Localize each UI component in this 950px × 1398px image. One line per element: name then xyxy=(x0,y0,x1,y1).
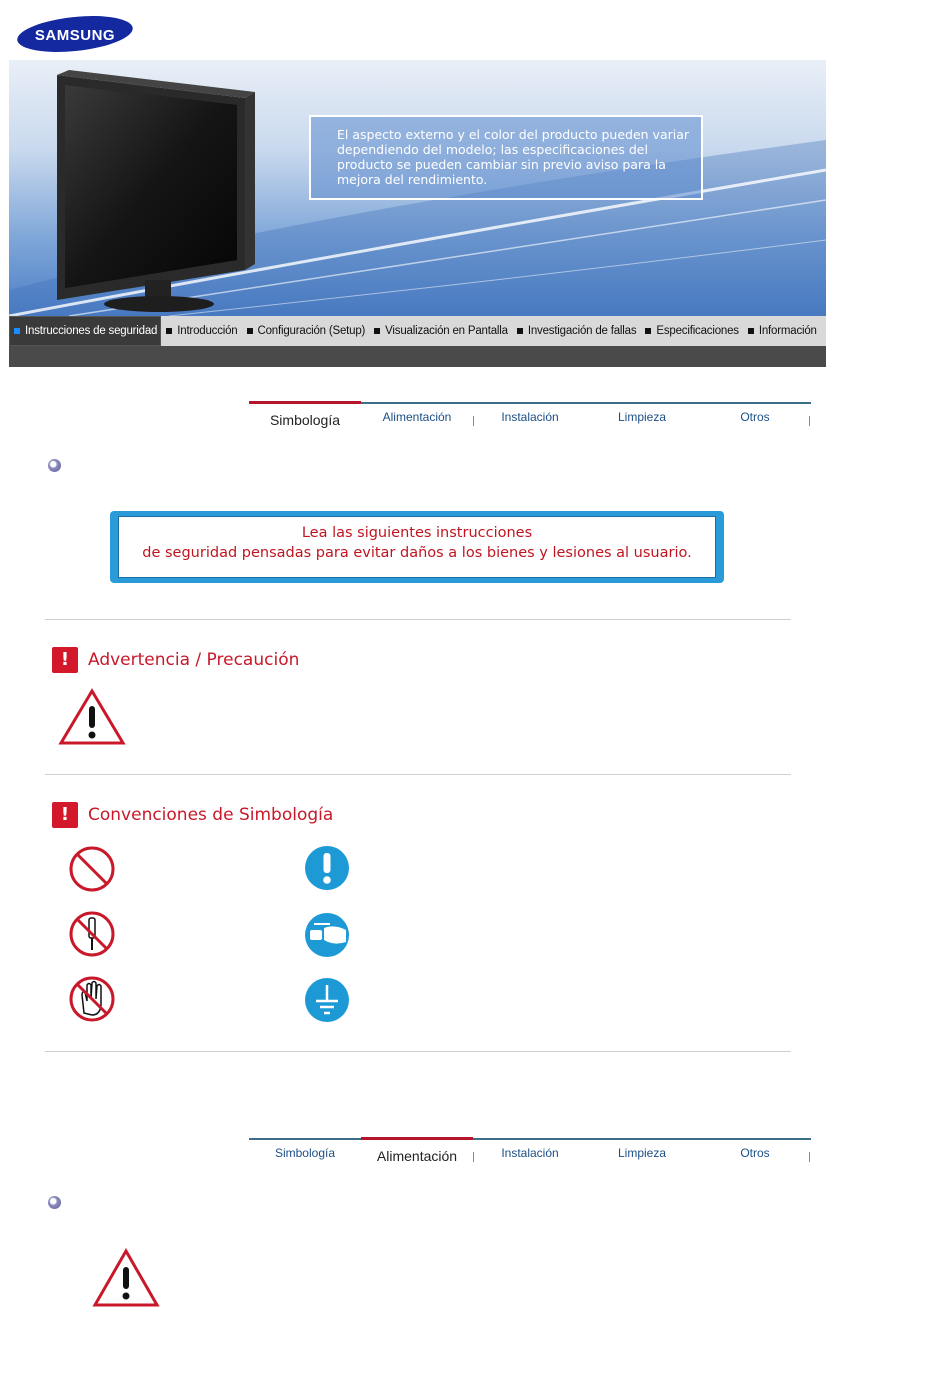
divider xyxy=(45,774,791,775)
conventions-section-title: ! Convenciones de Simbología xyxy=(52,802,333,828)
warning-triangle-icon xyxy=(58,688,126,746)
tab-simbologia[interactable]: Simbología xyxy=(274,1146,336,1160)
nav-configuracion[interactable]: Configuración (Setup) xyxy=(242,316,370,346)
nav-introduccion[interactable]: Introducción xyxy=(161,316,241,346)
tab-otros[interactable]: Otros xyxy=(740,410,770,424)
unplug-icon xyxy=(304,912,352,958)
hero-banner xyxy=(9,60,826,316)
notice-line-1: Lea las siguientes instrucciones xyxy=(301,525,533,541)
tab-limpieza[interactable]: Limpieza xyxy=(617,1146,667,1160)
notice-line-2: de seguridad pensadas para evitar daños a los bienes y lesiones al usuario. xyxy=(142,545,692,561)
exclamation-icon: ! xyxy=(52,802,78,828)
tab-limpieza[interactable]: Limpieza xyxy=(617,410,667,424)
banner-note: El aspecto externo y el color del producto pueden variar dependiendo del modelo; las especificaciones del producto se pueden cambiar sin previo aviso para la mejora del rendimiento. xyxy=(309,115,703,200)
tab-instalacion[interactable]: Instalación xyxy=(501,1146,559,1160)
tab-alimentacion[interactable]: Alimentación xyxy=(361,1137,473,1165)
nav-informacion[interactable]: Información xyxy=(743,316,821,346)
warning-section-title: ! Advertencia / Precaución xyxy=(52,647,299,673)
warning-triangle-icon xyxy=(92,1248,160,1308)
subnav-simbologia xyxy=(249,402,811,432)
bullet-icon xyxy=(48,459,61,472)
prohibited-icon xyxy=(68,845,116,893)
samsung-logo-text: SAMSUNG xyxy=(34,27,116,44)
nav-especificaciones[interactable]: Especificaciones xyxy=(640,316,742,346)
divider xyxy=(45,619,791,620)
top-navigation xyxy=(9,316,826,346)
nav-visualizacion[interactable]: Visualización en Pantalla xyxy=(369,316,512,346)
tab-alimentacion[interactable]: Alimentación xyxy=(382,410,452,424)
nav-investigacion[interactable]: Investigación de fallas xyxy=(512,316,641,346)
tab-otros[interactable]: Otros xyxy=(740,1146,770,1160)
tab-simbologia[interactable]: Simbología xyxy=(249,401,361,429)
divider xyxy=(45,1051,791,1052)
mandatory-icon xyxy=(304,845,350,891)
ground-icon xyxy=(304,977,350,1023)
bullet-icon xyxy=(48,1196,61,1209)
do-not-touch-icon xyxy=(68,975,116,1023)
tab-instalacion[interactable]: Instalación xyxy=(501,410,559,424)
nav-underbar xyxy=(9,346,826,367)
nav-instrucciones-seguridad[interactable]: Instrucciones de seguridad xyxy=(9,316,161,346)
exclamation-icon: ! xyxy=(52,647,78,673)
subnav-alimentacion xyxy=(249,1138,811,1168)
samsung-logo xyxy=(16,14,134,54)
safety-notice xyxy=(110,511,724,583)
no-disassemble-icon xyxy=(68,910,116,958)
